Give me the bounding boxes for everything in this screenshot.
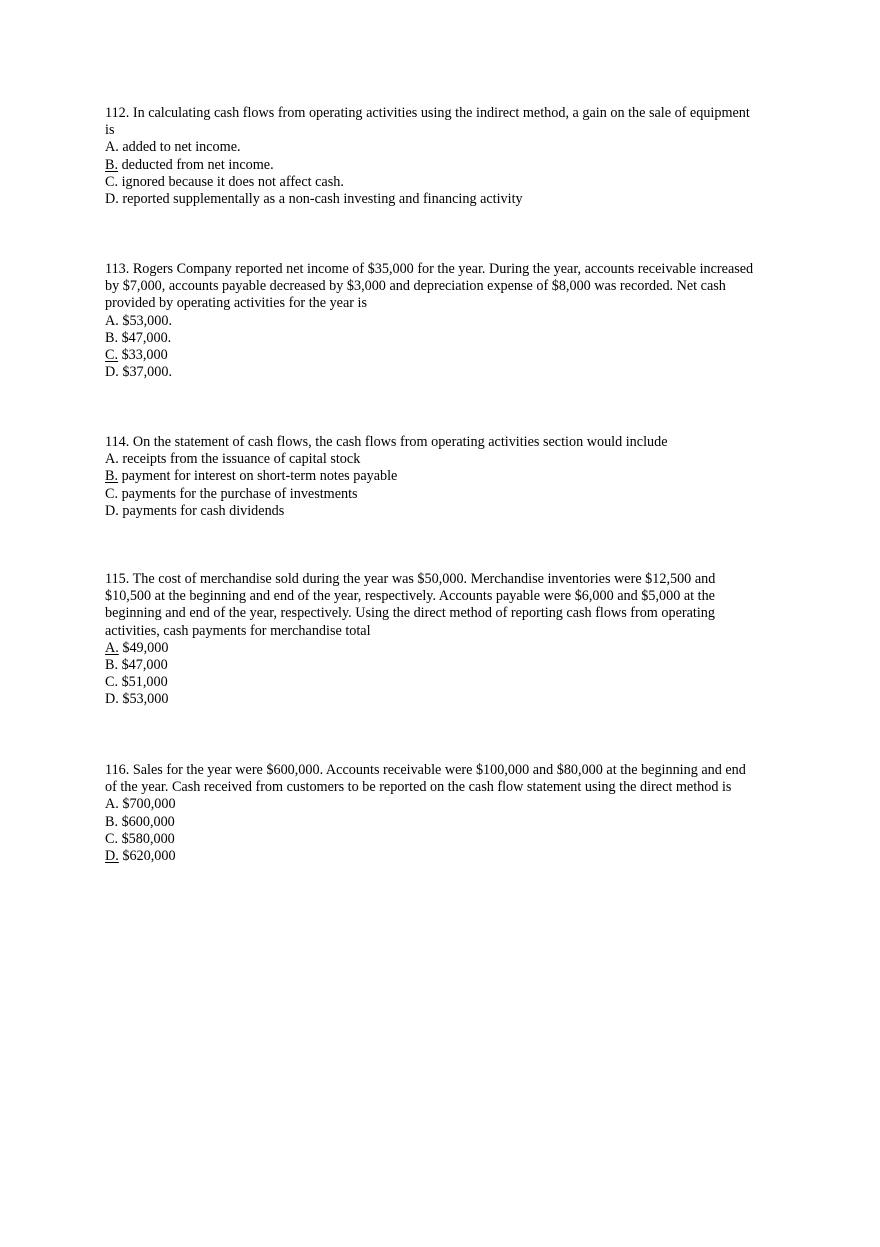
option-letter: A. — [105, 796, 119, 813]
option-text: $600,000 — [118, 813, 175, 830]
correct-option-letter: B. — [105, 156, 119, 173]
question-112 — [105, 105, 757, 208]
question-stem: 114. On the statement of cash flows, the cash flows from operating activities section would include — [105, 434, 668, 450]
option-b — [105, 330, 757, 347]
option-letter: C. — [105, 830, 119, 847]
question-114 — [105, 434, 757, 520]
option-d — [105, 191, 757, 208]
option-text: $53,000. — [118, 312, 172, 329]
option-letter: A. — [105, 451, 119, 468]
option-text: ignored because it does not affect cash. — [118, 173, 344, 190]
option-letter: B. — [105, 657, 119, 674]
option-text: $53,000 — [118, 691, 169, 708]
option-letter: D. — [105, 364, 119, 381]
question-113 — [105, 261, 757, 381]
option-letter: A. — [105, 312, 119, 329]
option-letter: C. — [105, 173, 119, 190]
option-letter: D. — [105, 691, 119, 708]
option-b — [105, 157, 757, 174]
option-a — [105, 313, 757, 330]
option-text: $700,000 — [118, 796, 176, 813]
option-text: deducted from net income. — [118, 156, 274, 173]
option-letter: A. — [105, 139, 119, 156]
option-text: $33,000 — [118, 347, 168, 364]
question-stem: 116. Sales for the year were $600,000. Accounts receivable were $100,000 and $80,000 at the beginning and end of the year. Cash received from customers to be reported on the cash flow statement using the direct method is — [105, 762, 746, 796]
option-text: reported supplementally as a non-cash investing and financing activity — [118, 191, 523, 208]
option-text: payment for interest on short-term notes payable — [118, 468, 398, 485]
option-a — [105, 451, 757, 468]
option-c — [105, 831, 757, 848]
option-letter: C. — [105, 485, 119, 502]
option-c — [105, 486, 757, 503]
option-d — [105, 848, 757, 865]
option-text: $49,000 — [118, 639, 169, 656]
option-text: $37,000. — [118, 364, 172, 381]
option-c — [105, 347, 757, 364]
option-letter: B. — [105, 329, 119, 346]
correct-option-letter: B. — [105, 468, 119, 485]
option-text: payments for the purchase of investments — [118, 485, 358, 502]
option-b — [105, 814, 757, 831]
option-text: $620,000 — [118, 848, 176, 865]
option-d — [105, 503, 757, 520]
option-letter: C. — [105, 674, 119, 691]
option-a — [105, 796, 757, 813]
option-d — [105, 691, 757, 708]
option-c — [105, 174, 757, 191]
option-text: added to net income. — [118, 139, 241, 156]
option-b — [105, 657, 757, 674]
option-c — [105, 674, 757, 691]
question-116 — [105, 762, 757, 865]
option-text: $51,000 — [118, 674, 168, 691]
option-letter: B. — [105, 813, 119, 830]
option-text: $47,000 — [118, 657, 168, 674]
option-a — [105, 640, 757, 657]
question-115 — [105, 571, 757, 709]
option-d — [105, 364, 757, 381]
option-text: receipts from the issuance of capital stock — [118, 451, 361, 468]
option-a — [105, 139, 757, 156]
correct-option-letter: D. — [105, 848, 119, 865]
option-text: payments for cash dividends — [118, 502, 285, 519]
option-text: $47,000. — [118, 329, 172, 346]
option-letter: D. — [105, 191, 119, 208]
option-b — [105, 468, 757, 485]
question-stem: 113. Rogers Company reported net income of $35,000 for the year. During the year, accounts receivable increased by $7,000, accounts payable decreased by $3,000 and depreciation expense of $8,000 was recorded. Net cash provided by operating activities for the year is — [105, 261, 754, 312]
correct-option-letter: A. — [105, 639, 119, 656]
option-letter: D. — [105, 502, 119, 519]
correct-option-letter: C. — [105, 347, 119, 364]
option-text: $580,000 — [118, 830, 175, 847]
question-stem: 115. The cost of merchandise sold during the year was $50,000. Merchandise inventories were $12,500 and $10,500 at the beginning and end of the year, respectively. Accounts payable were $6,000 and $5,000 at the beginning and end of the year, respectively. Using the direct method of reporting cash flows from operating activities, cash payments for merchandise total — [105, 571, 716, 639]
question-stem: 112. In calculating cash flows from operating activities using the indirect method, a gain on the sale of equipment is — [105, 105, 750, 139]
